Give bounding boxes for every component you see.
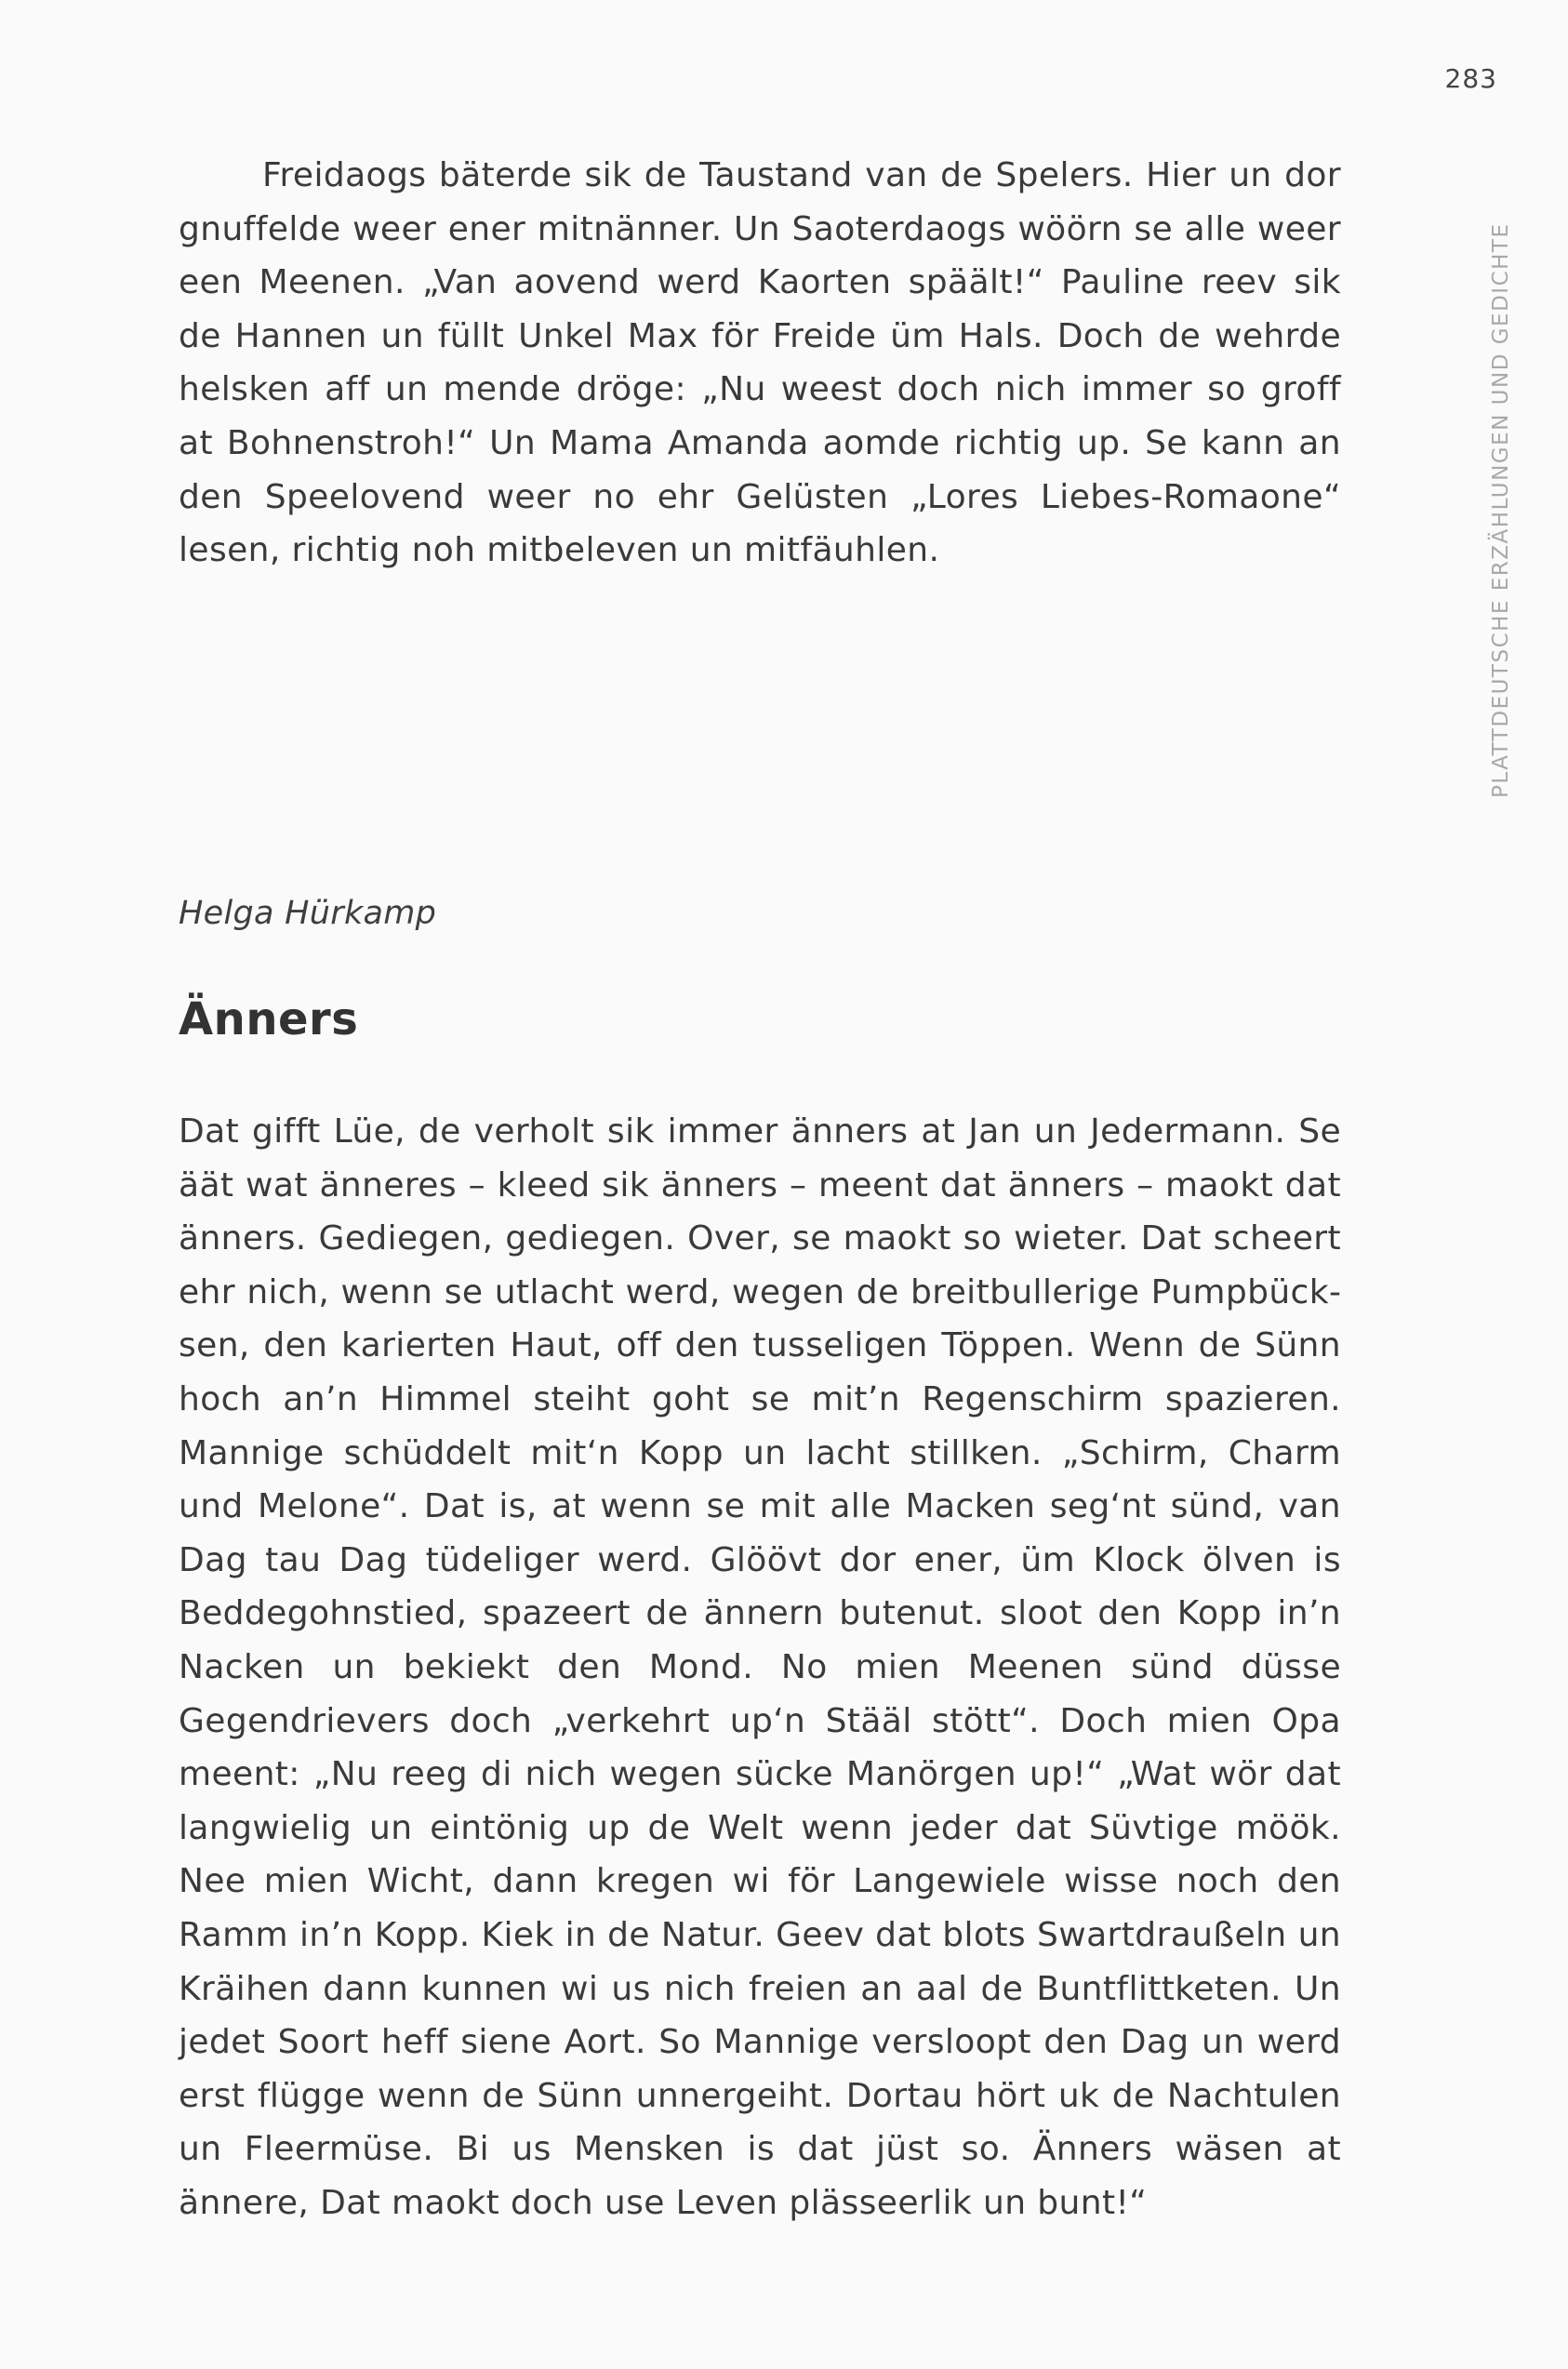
page-number: 283 <box>1444 63 1497 94</box>
running-section-title: PLATTDEUTSCHE ERZÄHLUNGEN UND GEDICHTE <box>1489 222 1513 798</box>
story-title: Änners <box>179 993 359 1045</box>
story-author: Helga Hürkamp <box>179 895 437 932</box>
previous-story-closing-paragraph: Freidaogs bäterde sik de Taustand van de Spelers. Hier un dor gnuffelde weer ener mitnänner. Un Saoterdaogs wöörn se alle weer een Meenen. „Van aovend werd Kaorten späält!“ Pauline reev sik de Hannen un füllt Unkel Max för Freide üm Hals. Doch de wehrde helsken aff un mende dröge: „Nu weest doch nich immer so groff at Bohnenstroh!“ Un Mama Amanda aomde richtig up. Se kann an den Speelovend weer no ehr Gelüsten „Lores Liebes-Romaone“ lesen, richtig noh mitbeleven un mitfäuhlen. <box>179 156 1341 570</box>
story-body: Dat gifft Lüe, de verholt sik immer änners at Jan un Jedermann. Se äät wat änneres – kleed sik änners – meent dat änners – maokt dat änners. Gediegen, gediegen. Over, se maokt so wieter. Dat scheert ehr nich, wenn se utlacht werd, wegen de breitbullerige Pumpbücksen, den karierten Haut, off den tusseligen Töppen. Wenn de Sünn hoch an’n Himmel steiht goht se mit’n Regenschirm spazieren. Mannige schüddelt mit‘n Kopp un lacht stillken. „Schirm, Charm und Melone“. Dat is, at wenn se mit alle Macken seg‘nt sünd, van Dag tau Dag tüdeliger werd. Glöövt dor ener, üm Klock ölven is Beddegohnstied, spazeert de ännern butenut. sloot den Kopp in’n Nacken un bekiekt den Mond. No mien Meenen sünd düsse Gegendrievers doch „verkehrt up‘n Stääl stött“. Doch mien Opa meent: „Nu reeg di nich wegen sücke Manörgen up!“ „Wat wör dat langwielig un eintönig up de Welt wenn jeder dat Süvtige möök. Nee mien Wicht, dann kregen wi för Langewiele wisse noch den Ramm in’n Kopp. Kiek in de Natur. Geev dat blots Swartdraußeln un Kräihen dann kunnen wi us nich freien an aal de Buntflittketen. Un jedet Soort heff siene Aort. So Mannige versloopt den Dag un werd erst flügge wenn de Sünn unnergeiht. Dortau hört uk de Nachtulen un Fleermüse. Bi us Mensken is dat jüst so. Änners wäsen at ännere, Dat maokt doch use Leven plässeerlik un bunt!“ <box>179 1112 1341 2222</box>
